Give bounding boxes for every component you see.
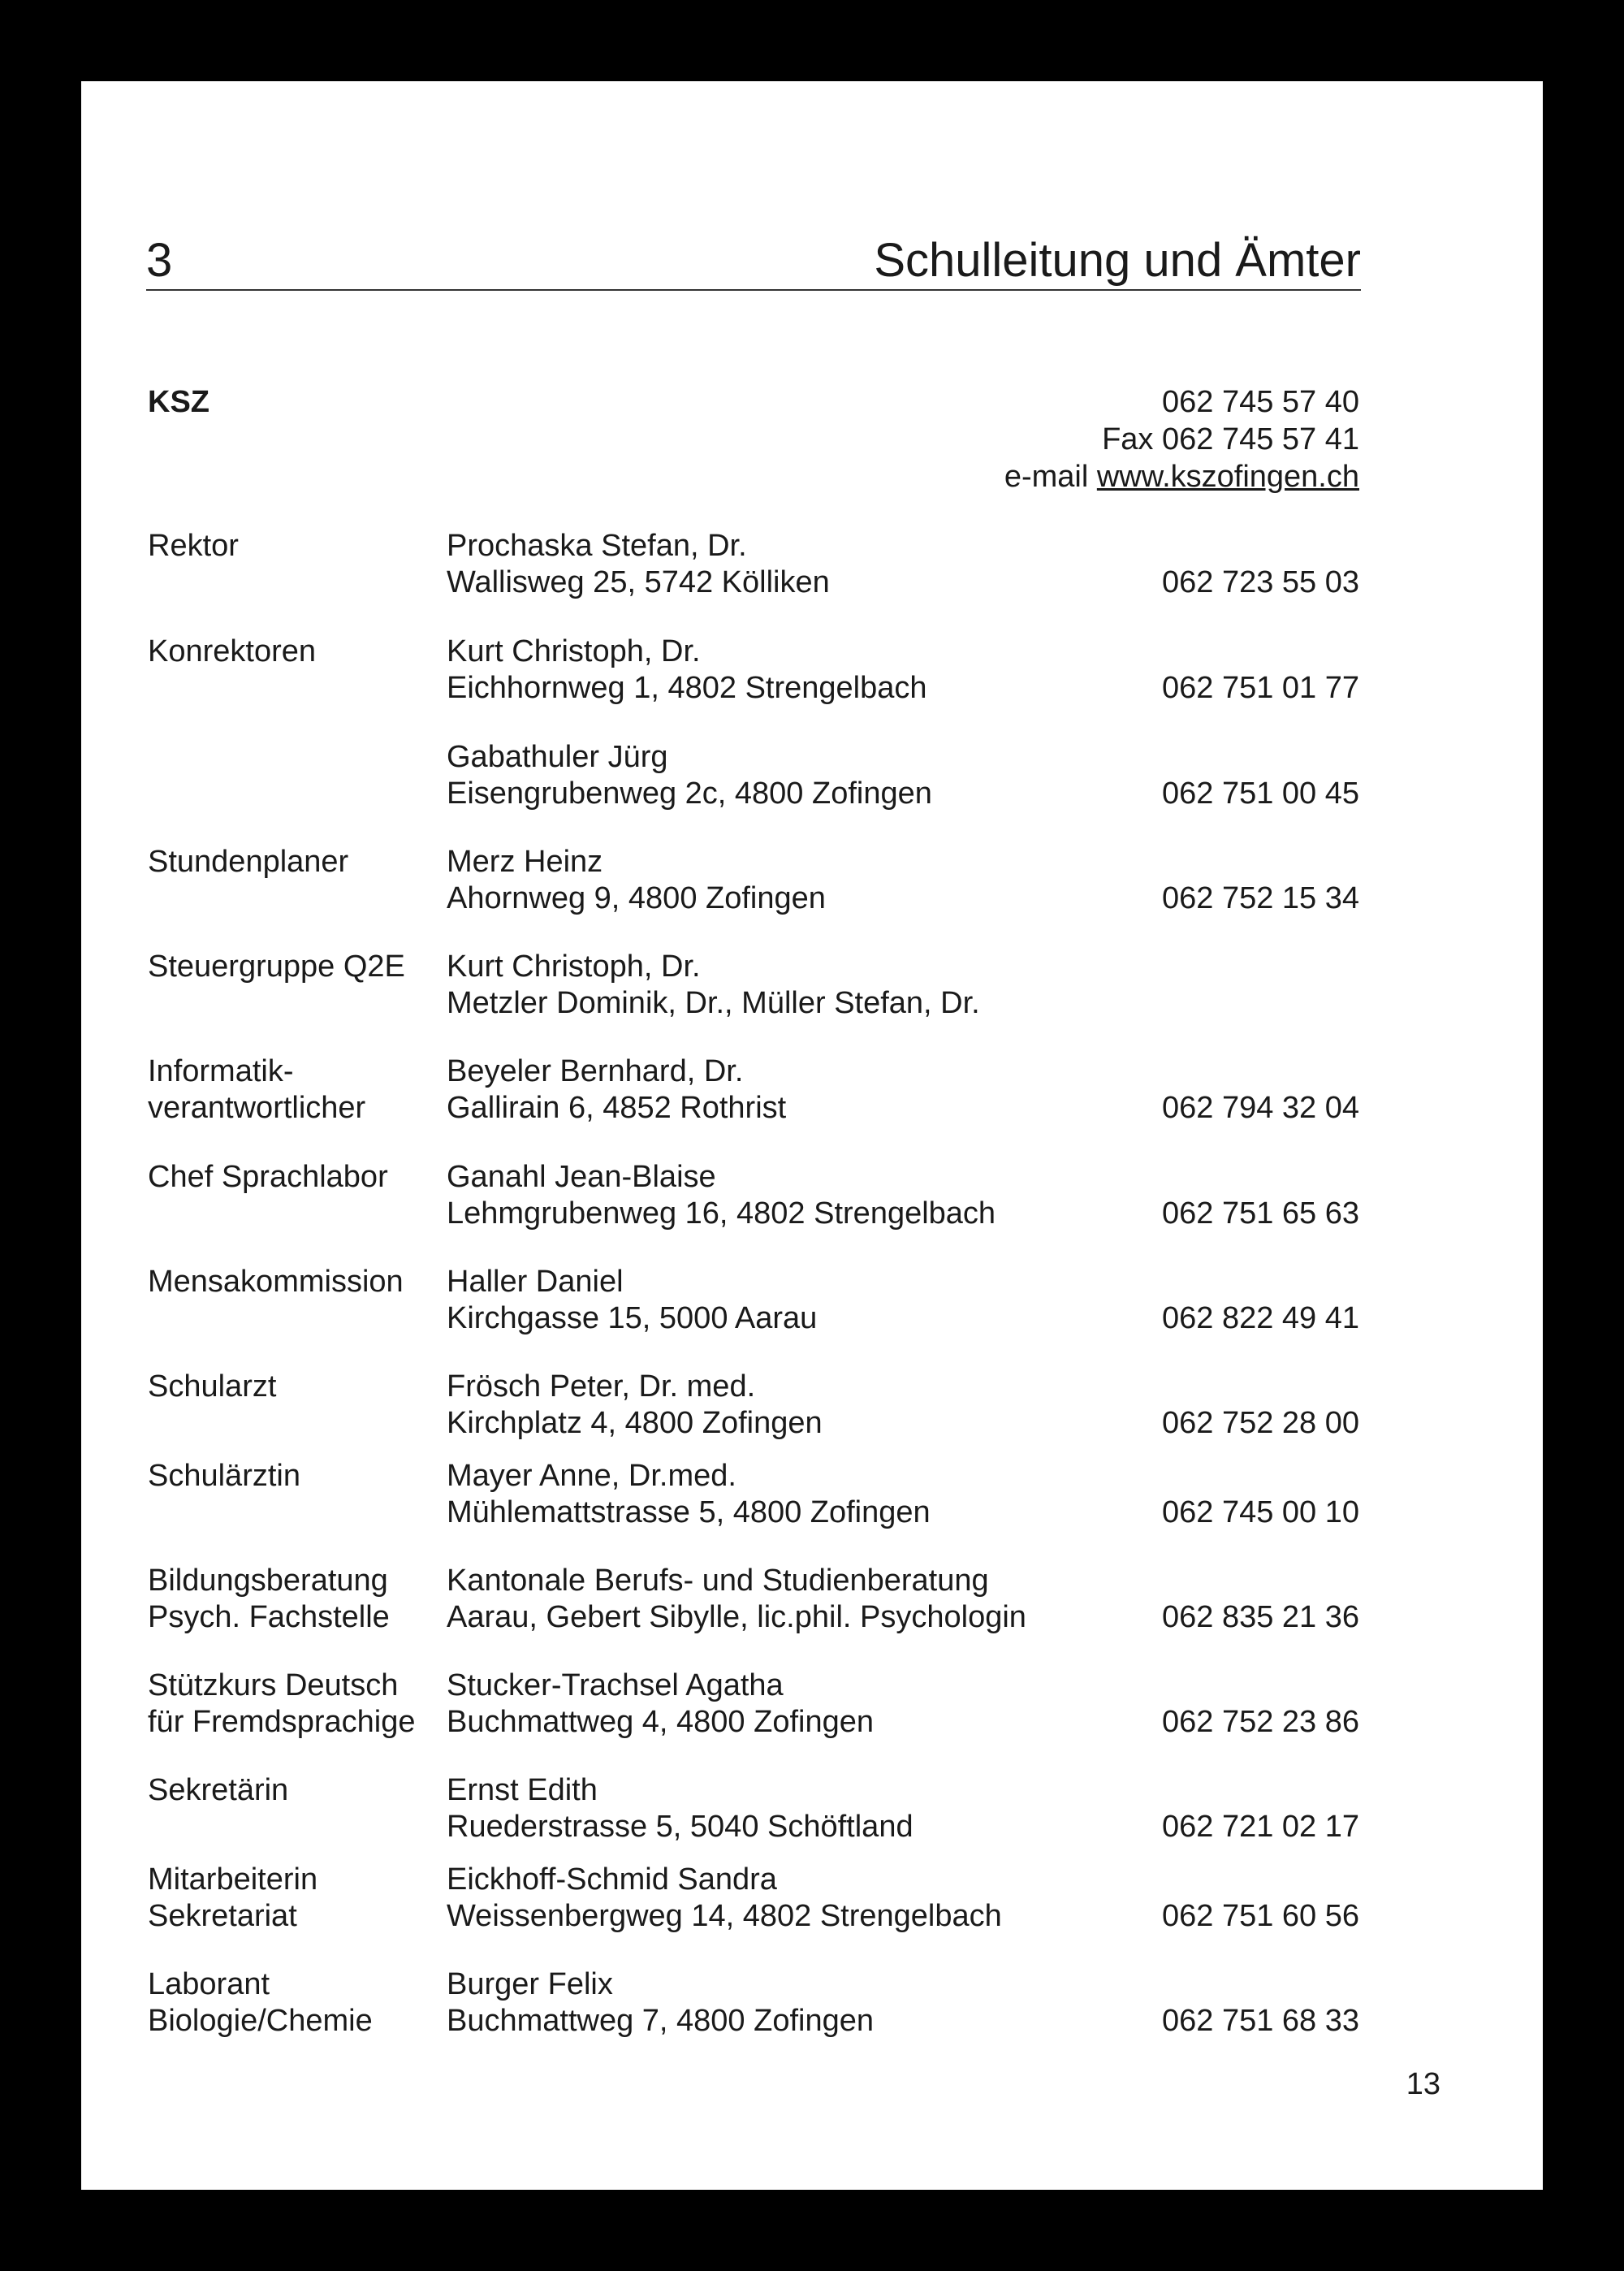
- entry-address: Gallirain 6, 4852 Rothrist: [447, 1091, 787, 1125]
- entry-details: [447, 739, 932, 812]
- entry-address: Metzler Dominik, Dr., Müller Stefan, Dr.: [447, 986, 980, 1020]
- ksz-contact-details: [1004, 383, 1359, 495]
- entry-address: Ahornweg 9, 4800 Zofingen: [447, 881, 826, 915]
- entry-phone: 062 752 28 00: [1161, 1406, 1359, 1440]
- entry-phone: 062 745 00 10: [1161, 1495, 1359, 1529]
- entry-person-name: Burger Felix: [447, 1967, 613, 2001]
- entry-phone: 062 835 21 36: [1161, 1600, 1359, 1634]
- entry-person-name: Beyeler Bernhard, Dr.: [447, 1054, 744, 1088]
- entry-phone: 062 752 15 34: [1161, 881, 1359, 915]
- entry-role: [148, 1159, 448, 1196]
- entry-role-line: Psych. Fachstelle: [148, 1600, 390, 1634]
- entry-address: Weissenbergweg 14, 4802 Strengelbach: [447, 1899, 1002, 1933]
- entry-person-name: Ernst Edith: [447, 1773, 598, 1807]
- entry-address: Mühlemattstrasse 5, 4800 Zofingen: [447, 1495, 931, 1529]
- entry-address: Aarau, Gebert Sibylle, lic.phil. Psychologin: [447, 1600, 1026, 1634]
- entry-role-line: Sekretariat: [148, 1899, 297, 1933]
- entry-person-name: Kurt Christoph, Dr.: [447, 949, 701, 984]
- entry-address: Buchmattweg 7, 4800 Zofingen: [447, 2004, 875, 2038]
- entry-phone: 062 751 60 56: [1161, 1899, 1359, 1933]
- entry-details: [447, 949, 980, 1022]
- entry-role-line: Chef Sprachlabor: [148, 1160, 388, 1194]
- entry-details: [447, 1668, 874, 1741]
- entry-details: [447, 1458, 931, 1531]
- entry-role-line: Mitarbeiterin: [148, 1862, 318, 1897]
- entry-phone: 062 751 00 45: [1161, 776, 1359, 811]
- entry-address: Lehmgrubenweg 16, 4802 Strengelbach: [447, 1196, 996, 1231]
- entry-role: [148, 1966, 448, 2040]
- entry-role: [148, 634, 448, 670]
- chapter-title: Schulleitung und Ämter: [874, 234, 1361, 287]
- entry-role-line: Sekretärin: [148, 1773, 289, 1807]
- entry-phone: 062 752 23 86: [1161, 1705, 1359, 1739]
- entry-role: [148, 1862, 448, 1935]
- entry-role: [148, 1668, 448, 1741]
- entry-person-name: Haller Daniel: [447, 1265, 624, 1299]
- entry-details: [447, 528, 830, 601]
- entry-role: [148, 1053, 448, 1127]
- entry-role-line: für Fremdsprachige: [148, 1705, 416, 1739]
- entry-address: Eisengrubenweg 2c, 4800 Zofingen: [447, 776, 932, 811]
- ksz-email-line: [1004, 458, 1359, 495]
- entry-details: [447, 634, 927, 707]
- entry-person-name: Mayer Anne, Dr.med.: [447, 1459, 736, 1493]
- entry-person-name: Eickhoff-Schmid Sandra: [447, 1862, 777, 1897]
- entry-phone: 062 794 32 04: [1161, 1091, 1359, 1125]
- entry-details: [447, 1159, 996, 1232]
- entry-role: [148, 1458, 448, 1495]
- entry-role-line: Biologie/Chemie: [148, 2004, 373, 2038]
- entry-phone: 062 751 68 33: [1161, 2004, 1359, 2038]
- ksz-name: KSZ: [148, 385, 209, 419]
- entry-details: [447, 1966, 874, 2040]
- entry-address: Kirchgasse 15, 5000 Aarau: [447, 1301, 818, 1335]
- entry-role: [148, 1772, 448, 1809]
- entry-address: Buchmattweg 4, 4800 Zofingen: [447, 1705, 875, 1739]
- entry-details: [447, 1772, 914, 1845]
- entry-details: [447, 1264, 817, 1337]
- entry-phone: 062 751 01 77: [1161, 671, 1359, 705]
- entry-role-line: Stundenplaner: [148, 845, 349, 879]
- entry-role-line: Rektor: [148, 529, 239, 563]
- entry-address: Kirchplatz 4, 4800 Zofingen: [447, 1406, 823, 1440]
- entry-role-line: verantwortlicher: [148, 1091, 366, 1125]
- entry-phone: 062 721 02 17: [1161, 1810, 1359, 1844]
- entry-details: [447, 1053, 786, 1127]
- chapter-header: [146, 145, 1361, 291]
- entry-role-line: Informatik-: [148, 1054, 294, 1088]
- entry-role-line: Konrektoren: [148, 634, 317, 668]
- entry-phone: 062 751 65 63: [1161, 1196, 1359, 1231]
- ksz-fax: Fax 062 745 57 41: [1102, 422, 1359, 456]
- entry-details: [447, 844, 826, 917]
- entry-details: [447, 1563, 1026, 1636]
- entry-person-name: Stucker-Trachsel Agatha: [447, 1668, 784, 1702]
- entry-role: [148, 1264, 448, 1300]
- entry-role: [148, 1369, 448, 1405]
- entry-role-line: Laborant: [148, 1967, 270, 2001]
- chapter-number: 3: [146, 234, 173, 287]
- entry-role-line: Steuergruppe Q2E: [148, 949, 405, 984]
- entry-role-line: Stützkurs Deutsch: [148, 1668, 399, 1702]
- entry-address: Ruederstrasse 5, 5040 Schöftland: [447, 1810, 914, 1844]
- entry-person-name: Gabathuler Jürg: [447, 740, 668, 774]
- ksz-email-label: e-mail: [1004, 460, 1089, 494]
- ksz-website-link[interactable]: www.kszofingen.ch: [1096, 460, 1359, 494]
- entry-role-line: Mensakommission: [148, 1265, 404, 1299]
- entry-details: [447, 1862, 1002, 1935]
- page-number: 13: [1406, 2067, 1440, 2101]
- entry-role-line: Bildungsberatung: [148, 1564, 388, 1598]
- entry-role-line: Schulärztin: [148, 1459, 300, 1493]
- entry-details: [447, 1369, 823, 1442]
- entry-person-name: Kurt Christoph, Dr.: [447, 634, 701, 668]
- entry-role: [148, 1563, 448, 1636]
- entry-role: [148, 844, 448, 880]
- entry-address: Wallisweg 25, 5742 Kölliken: [447, 565, 830, 599]
- entry-person-name: Prochaska Stefan, Dr.: [447, 529, 747, 563]
- entry-role: [148, 949, 448, 985]
- entry-role-line: Schularzt: [148, 1369, 277, 1404]
- entry-person-name: Ganahl Jean-Blaise: [447, 1160, 716, 1194]
- entry-phone: 062 723 55 03: [1161, 565, 1359, 599]
- entry-role: [148, 528, 448, 565]
- entry-person-name: Kantonale Berufs- und Studienberatung: [447, 1564, 989, 1598]
- entry-address: Eichhornweg 1, 4802 Strengelbach: [447, 671, 927, 705]
- entry-phone: 062 822 49 41: [1161, 1301, 1359, 1335]
- entry-person-name: Merz Heinz: [447, 845, 603, 879]
- ksz-phone: 062 745 57 40: [1161, 385, 1359, 419]
- entry-person-name: Frösch Peter, Dr. med.: [447, 1369, 756, 1404]
